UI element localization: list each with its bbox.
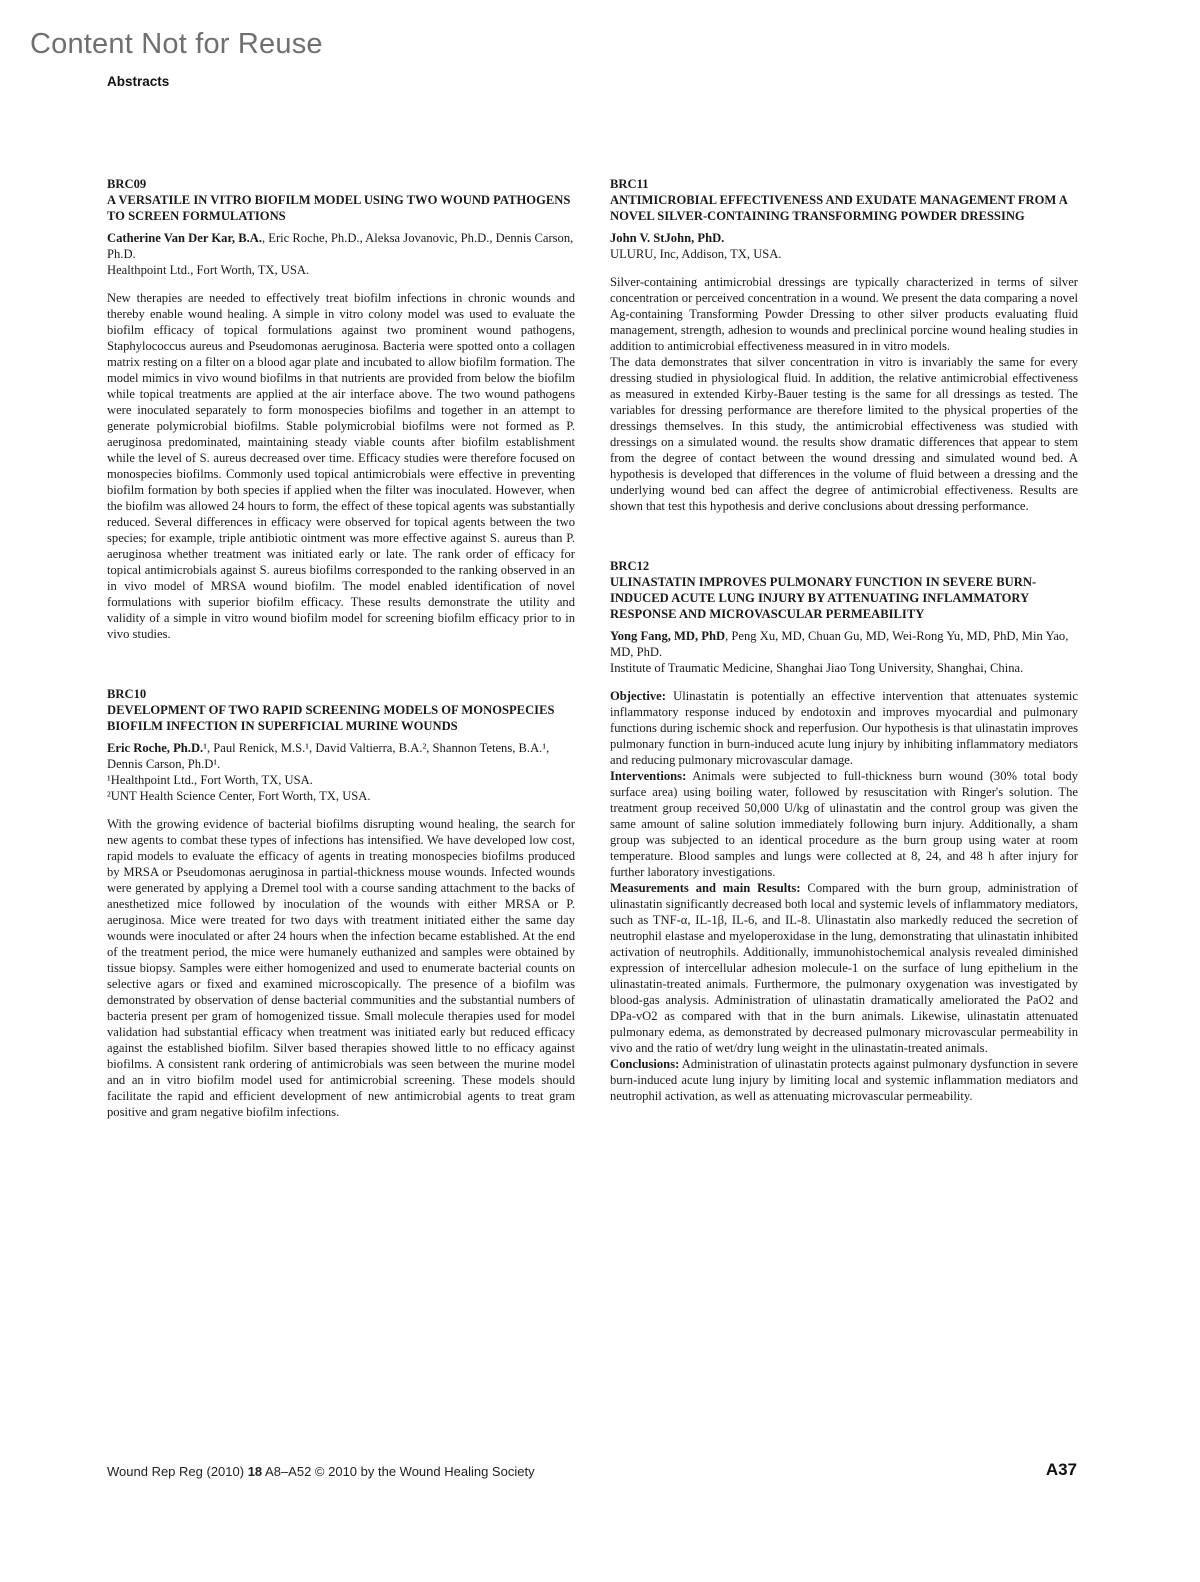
abstract-paragraph: New therapies are needed to effectively treat biofilm infections in chronic wounds and thereby enable wound healing. A simple in vitro colony model was used to evaluate the biofilm efficacy of topical formulations against two prominent wound pathogens, Staphylococcus aureus and Pseudomonas aeruginosa. Bacteria were spotted onto a collagen matrix resting on a filter on a blood agar plate and incubated to allow biofilm formation. The model mimics in vivo wound biofilms in that nutrients are provided from below the biofilm while topical treatments are applied at the air interface above. The two wound pathogens were inoculated separately to form monospecies biofilms and together in an attempt to generate polymicrobial biofilms. Stable polymicrobial biofilms were not formed as P. aeruginosa predominated, maintaining steady viable counts after biofilm establishment while the level of S. aureus decreased over time. Efficacy studies were therefore focused on monospecies biofilms. Commonly used topical antimicrobials were effective in preventing biofilm formation by both species if applied when the filter was inoculated. However, when the biofilm was allowed 24 hours to form, the effect of these topical agents was substantially reduced. Several differences in efficacy were observed for topical agents between the two species; for example, triple antibiotic ointment was more effective against S. aureus than P. aeruginosa whether treatment was initiated early or late. The rank order of efficacy for topical antimicrobials against S. aureus biofilms corresponded to the ranking observed in an in vivo model of MRSA wound biofilm. The model enabled identification of novel formulations with superior biofilm efficacy. These results demonstrate the utility and validity of a simple in vitro wound biofilm model for screening biofilm efficacy prior to in vivo studies.	[107, 291, 575, 641]
abstract-body	[610, 688, 1078, 1104]
author-list	[610, 230, 1078, 246]
section-label: Abstracts	[107, 74, 170, 89]
abstract-id: BRC10	[107, 687, 147, 701]
section-interventions	[610, 768, 1078, 880]
page-number: A37	[1045, 1460, 1077, 1479]
other-authors: , Eric Roche, Ph.D., Aleksa Jovanovic, Ph.D., Dennis Carson, Ph.D.	[107, 231, 574, 261]
section-text: Compared with the burn group, administration of ulinastatin significantly decreased both local and systemic levels of inflammatory mediators, such as TNF-α, IL-1β, IL-6, and IL-8. Ulinastatin also markedly reduced the secretion of neutrophil elastase and myeloperoxidase in the lung, demonstrating that ulinastatin inhibited activation of neutrophils. Additionally, immunohistochemical analysis revealed diminished expression of intercellular adhesion molecule-1 on the surface of lung epithelium in the ulinastatin-treated animals. Furthermore, the pulmonary oxygenation was investigated by blood-gas analysis. Administration of ulinastatin dramatically ameliorated the PaO2 and DPa-vO2 as compared with that in the burn animals. Likewise, ulinastatin attenuated pulmonary edema, as demonstrated by decreased pulmonary microvascular permeability in vivo and the ratio of wet/dry lung weight in the ulinastatin-treated animals.	[610, 881, 1078, 1055]
abstract-brc12	[610, 558, 1078, 1104]
affiliation: ¹Healthpoint Ltd., Fort Worth, TX, USA.	[107, 773, 313, 787]
abstract-brc11	[610, 176, 1078, 514]
section-results	[610, 880, 1078, 1056]
abstract-body	[610, 274, 1078, 514]
journal-volume: 18	[247, 1464, 263, 1479]
lead-author: Yong Fang, MD, PhD	[610, 629, 726, 643]
abstract-id: BRC12	[610, 559, 650, 573]
abstract-brc10	[107, 686, 575, 1120]
abstract-id: BRC11	[610, 177, 649, 191]
lead-author: John V. StJohn, PhD.	[610, 231, 725, 245]
affiliations	[107, 772, 575, 804]
section-objective	[610, 688, 1078, 768]
right-column	[610, 176, 1078, 1148]
section-text: Administration of ulinastatin protects against pulmonary dysfunction in severe burn-induced acute lung injury by limiting local and systemic inflammation mediators and neutrophil activation, as well as attenuating microvascular permeability.	[610, 1057, 1078, 1103]
abstract-body	[107, 290, 575, 642]
section-text: Ulinastatin is potentially an effective intervention that attenuates systemic inflammatory response induced by endotoxin and improves myocardial and pulmonary functions during ischemic shock and reperfusion. Our hypothesis is that ulinastatin improves pulmonary function in burn-induced acute lung injury by inhibiting inflammatory mediators and reducing pulmonary microvascular damage.	[610, 689, 1078, 767]
lead-author: Catherine Van Der Kar, B.A.	[107, 231, 262, 245]
section-head: Objective:	[610, 689, 666, 703]
section-text: Animals were subjected to full-thickness burn wound (30% total body surface area) using boiling water, followed by resuscitation with Ringer's solution. The treatment group received 50,000 U/kg of ulinastatin and the control group was given the same amount of saline solution immediately following burn injury. Additionally, a sham group was subjected to an identical procedure as the burn group using water at room temperature. Blood samples and lungs were collected at 8, 24, and 48 h after injury for further laboratory investigations.	[610, 769, 1078, 879]
affiliations	[107, 262, 575, 278]
abstract-title: DEVELOPMENT OF TWO RAPID SCREENING MODELS OF MONOSPECIES BIOFILM INFECTION IN SUPERFICIAL MURINE WOUNDS	[107, 703, 555, 733]
abstract-title: A VERSATILE IN VITRO BIOFILM MODEL USING TWO WOUND PATHOGENS TO SCREEN FORMULATIONS	[107, 193, 571, 223]
author-list	[107, 230, 575, 262]
watermark: Content Not for Reuse	[30, 28, 323, 60]
affiliation: ULURU, Inc, Addison, TX, USA.	[610, 247, 782, 261]
affiliations	[610, 660, 1078, 676]
abstract-paragraph: Silver-containing antimicrobial dressings are typically characterized in terms of silver concentration or perceived concentration in a wound. We present the data comparing a novel Ag-containing Transforming Powder Dressing to other silver products evaluating fluid management, strength, adhesion to wounds and preclinical porcine wound healing studies in addition to antimicrobial effectiveness measured in in vitro models.	[610, 275, 1078, 353]
other-authors: ¹, Paul Renick, M.S.¹, David Valtierra, B.A.², Shannon Tetens, B.A.¹, Dennis Carson, Ph.D¹.	[107, 741, 550, 771]
affiliations	[610, 246, 1078, 262]
section-conclusions	[610, 1056, 1078, 1104]
section-head: Interventions:	[610, 769, 687, 783]
abstract-paragraph: With the growing evidence of bacterial biofilms disrupting wound healing, the search for new agents to combat these types of infections has intensified. We have developed low cost, rapid models to evaluate the efficacy of agents in treating monospecies biofilms produced by MRSA or Pseudomonas aeruginosa in partial-thickness mouse wounds. Infected wounds were generated by applying a Dremel tool with a course sanding attachment to the backs of anesthetized mice followed by inoculation of the wounds with either MRSA or P. aeruginosa. Mice were treated for two days with treatment initiated either the same day wounds were inoculated or after 24 hours when the infection became established. At the end of the treatment period, the mice were humanely euthanized and samples were obtained by tissue biopsy. Samples were either homogenized and used to enumerate bacterial counts on selective agars or fixed and examined microscopically. The presence of a biofilm was demonstrated by observation of dense bacterial communities and the substantial numbers of bacteria present per gram of homogenized tissue. Small molecule therapies used for model validation had substantial efficacy when treatment was initiated early but reduced efficacy against the established biofilm. Silver based therapies showed little to no efficacy against biofilms. A consistent rank ordering of antimicrobials was seen between the murine model and an in vitro biofilm model used for antimicrobial screening. These models should facilitate the rapid and efficient development of new antimicrobial agents to treat gram positive and gram negative biofilm infections.	[107, 817, 575, 1119]
affiliation: Institute of Traumatic Medicine, Shanghai Jiao Tong University, Shanghai, China.	[610, 661, 1024, 675]
left-column	[107, 176, 575, 1164]
section-head: Conclusions:	[610, 1057, 680, 1071]
section-head: Measurements and main Results:	[610, 881, 801, 895]
abstract-paragraph: The data demonstrates that silver concentration in vitro is invariably the same for every dressing studied in physiological fluid. In addition, the relative antimicrobial effectiveness as measured in extended Kirby-Bauer testing is the same for all dressings as tested. The variables for dressing performance are therefore limited to the physical properties of the dressings themselves. In this study, the antimicrobial effectiveness was studied with dressings on a simulated wound. the results show dramatic differences that appear to stem from the degree of contact between the wound dressing and simulated wound bed. A hypothesis is developed that differences in the volume of fluid between a dressing and the underlying wound bed can affect the degree of antimicrobial effectiveness. Results are shown that test this hypothesis and derive conclusions about dressing performance.	[610, 355, 1078, 513]
lead-author: Eric Roche, Ph.D.	[107, 741, 204, 755]
abstract-brc09	[107, 176, 575, 642]
affiliation: ²UNT Health Science Center, Fort Worth, TX, USA.	[107, 789, 371, 803]
author-list	[107, 740, 575, 772]
abstract-title: ANTIMICROBIAL EFFECTIVENESS AND EXUDATE MANAGEMENT FROM A NOVEL SILVER-CONTAINING TRANSFORMING POWDER DRESSING	[610, 193, 1068, 223]
author-list	[610, 628, 1078, 660]
journal-citation	[107, 1464, 535, 1479]
affiliation: Healthpoint Ltd., Fort Worth, TX, USA.	[107, 263, 310, 277]
other-authors: , Peng Xu, MD, Chuan Gu, MD, Wei-Rong Yu, MD, PhD, Min Yao, MD, PhD.	[610, 629, 1069, 659]
journal-pages: A8–A52 © 2010 by the Wound Healing Society	[262, 1464, 535, 1479]
journal-name: Wound Rep Reg (2010)	[107, 1464, 248, 1479]
abstract-body	[107, 816, 575, 1120]
abstract-id: BRC09	[107, 177, 147, 191]
abstract-title: ULINASTATIN IMPROVES PULMONARY FUNCTION IN SEVERE BURN-INDUCED ACUTE LUNG INJURY BY ATTENUATING INFLAMMATORY RESPONSE AND MICROVASCULAR PERMEABILITY	[610, 575, 1037, 621]
